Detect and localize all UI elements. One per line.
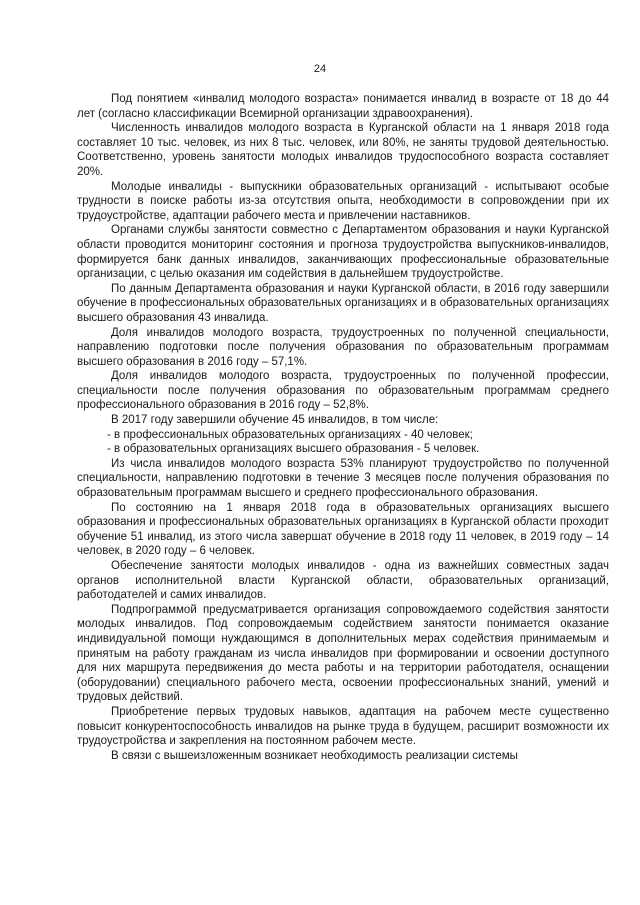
- paragraph-joint-tasks: Обеспечение занятости молодых инвалидов - одна из важнейших совместных задач органов исполнительной власти Курганской области, образовательных организаций, работодателей и самих инвалидов.: [77, 560, 609, 602]
- page-number: 24: [313, 63, 327, 75]
- paragraph-monitoring: Органами службы занятости совместно с Департаментом образования и науки Курганской области проводится мониторинг состояния и прогноза трудоустройства выпускников-инвалидов, формируется банк данных инвалидов, заканчивающих профессиональные образовательные организации, с целью оказания им содействия в дальнейшем трудоустройстве.: [77, 224, 609, 281]
- paragraph-work-skills: Приобретение первых трудовых навыков, адаптация на рабочем месте существенно повысит конкурентоспособность инвалидов на рынке труда в будущем, расширит возможности их трудоустройства и закрепления на постоянном рабочем месте.: [77, 705, 609, 748]
- paragraph-population: Численность инвалидов молодого возраста в Курганской области на 1 января 2018 года составляет 10 тыс. человек, из них 8 тыс. человек, или 80%, не заняты трудовой деятельностью. Соответственно, уровень занятости молодых инвалидов трудоспособного возраста составляет 20%.: [77, 122, 609, 178]
- paragraph-2017-graduates: В 2017 году завершили обучение 45 инвалидов, в том числе:: [111, 414, 439, 427]
- paragraph-supported-employment: Подпрограммой предусматривается организация сопровождаемого содействия занятости молодых инвалидов. Под сопровождаемым содействием занятости понимается оказание индивидуальной помощи нуждающимся в дополнительных мерах содействия принимаемым и принятым на работу гражданам из числа инвалидов при формировании и освоении доступного для них маршрута передвижения до места работы и на территории работодателя, оснащении (оборудовании) специального рабочего места, освоении профессиональных знаний, умений и трудовых действий.: [77, 603, 609, 704]
- paragraph-2016-graduates: По данным Департамента образования и науки Курганской области, в 2016 году завершили обучение в профессиональных образовательных организациях и в образовательных организациях высшего образования 43 инвалида.: [77, 282, 609, 324]
- paragraph-higher-education-share: Доля инвалидов молодого возраста, трудоустроенных по полученной специальности, направлению подготовки после получения образования по образовательным программам высшего образования в 2016 году – 57,1%.: [77, 326, 609, 368]
- paragraph-conclusion: В связи с вышеизложенным возникает необходимость реализации системы: [111, 749, 518, 762]
- paragraph-vocational-share: Доля инвалидов молодого возраста, трудоустроенных по полученной профессии, специальности после получения образования по образовательным программам среднего профессионального образования в 2016 году – 52,8%.: [77, 370, 609, 412]
- paragraph-definition: Под понятием «инвалид молодого возраста» понимается инвалид в возрасте от 18 до 44 лет (согласно классификации Всемирной организации здравоохранения).: [77, 93, 609, 120]
- paragraph-graduates: Молодые инвалиды - выпускники образовательных организаций - испытывают особые трудности в поиске работы из-за отсутствия опыта, необходимости в сопровождении при их трудоустройстве, адаптации рабочего места и привлечении наставников.: [77, 180, 609, 222]
- list-item-higher: - в образовательных организациях высшего образования - 5 человек.: [107, 443, 480, 456]
- paragraph-current-students: По состоянию на 1 января 2018 года в образовательных организациях высшего образования и профессиональных образовательных организациях в Курганской области проходит обучение 51 инвалид, из этого числа завершат обучение в 2018 году 11 человек, в 2019 году – 14 человек, в 2020 году – 6 человек.: [77, 501, 609, 558]
- list-item-vocational: - в профессиональных образовательных организациях - 40 человек;: [107, 428, 473, 441]
- document-body: [77, 92, 609, 763]
- paragraph-employment-plans: Из числа инвалидов молодого возраста 53% планируют трудоустройство по полученной специальности, направлению подготовки в течение 3 месяцев после получения образования по образовательным программам высшего и среднего профессионального образования.: [77, 457, 609, 500]
